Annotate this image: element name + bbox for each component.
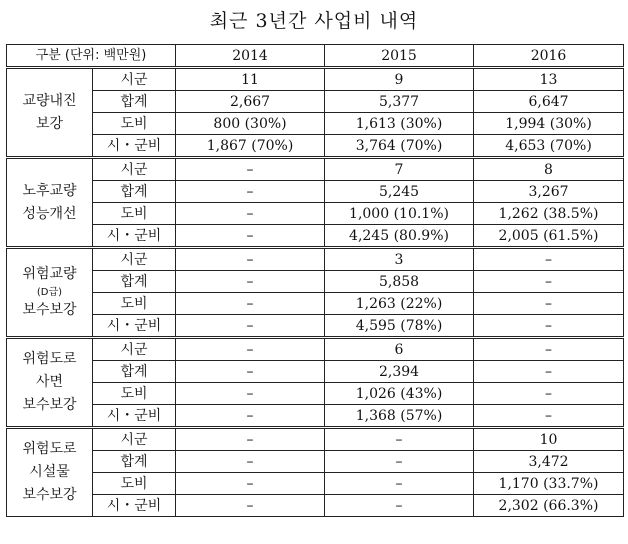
table-row [7, 113, 624, 135]
value-cell: – [176, 338, 325, 361]
value-cell: 1,368 (57%) [325, 405, 474, 428]
value-cell: – [474, 338, 624, 361]
value-cell: – [176, 271, 325, 293]
row-label: 시군 [93, 338, 176, 361]
value-cell: 800 (30%) [176, 113, 325, 135]
category-line: 교량내진 [22, 92, 77, 109]
value-cell: 10 [474, 428, 624, 451]
row-label: 시・군비 [93, 405, 176, 428]
value-cell: – [176, 315, 325, 338]
value-cell: 6,647 [474, 91, 624, 113]
category-line: 보강 [35, 115, 64, 132]
value-cell: – [176, 248, 325, 271]
category-line: 보수보강 [22, 397, 77, 413]
table-row [7, 158, 624, 181]
value-cell: – [176, 383, 325, 405]
header-year-cell: 2014 [176, 45, 325, 68]
row-label: 시・군비 [93, 315, 176, 338]
value-cell: – [474, 293, 624, 315]
header-year-cell: 2016 [474, 45, 624, 68]
category-line: 위험도로 [22, 441, 77, 457]
value-cell: 2,005 (61.5%) [474, 225, 624, 248]
value-cell: – [176, 473, 325, 495]
category-line: 노후교량 [22, 182, 77, 199]
value-cell: 4,653 (70%) [474, 135, 624, 158]
category-line: 보수보강 [22, 302, 77, 318]
value-cell: 5,245 [325, 181, 474, 203]
value-cell: 13 [474, 68, 624, 91]
value-cell: 3 [325, 248, 474, 271]
category-line: 성능개선 [22, 205, 77, 222]
category-line: 사면 [35, 374, 64, 390]
table-row [7, 68, 624, 91]
value-cell: 1,262 (38.5%) [474, 203, 624, 225]
value-cell: 6 [325, 338, 474, 361]
value-cell: 1,994 (30%) [474, 113, 624, 135]
table-row [7, 225, 624, 248]
value-cell: – [176, 405, 325, 428]
header-category-cell: 구분 (단위: 백만원) [7, 45, 176, 68]
value-cell: 1,263 (22%) [325, 293, 474, 315]
category-cell [7, 428, 93, 517]
category-line: 위험도로 [22, 351, 77, 367]
category-line: (D급) [36, 287, 63, 298]
row-label: 시군 [93, 428, 176, 451]
table-row [7, 428, 624, 451]
value-cell: 7 [325, 158, 474, 181]
value-cell: – [176, 451, 325, 473]
table-row [7, 338, 624, 361]
value-cell: 4,245 (80.9%) [325, 225, 474, 248]
category-line: 위험교량 [22, 266, 77, 282]
value-cell: – [176, 203, 325, 225]
value-cell: – [325, 473, 474, 495]
row-label: 시・군비 [93, 495, 176, 517]
table-row [7, 383, 624, 405]
value-cell: 11 [176, 68, 325, 91]
table-row [7, 315, 624, 338]
row-label: 시군 [93, 68, 176, 91]
table-row [7, 405, 624, 428]
table-row [7, 203, 624, 225]
row-label: 도비 [93, 383, 176, 405]
value-cell: – [325, 495, 474, 517]
row-label: 시군 [93, 248, 176, 271]
table-row [7, 135, 624, 158]
row-label: 시・군비 [93, 225, 176, 248]
table-row [7, 293, 624, 315]
value-cell: 4,595 (78%) [325, 315, 474, 338]
row-label: 시・군비 [93, 135, 176, 158]
value-cell: – [176, 428, 325, 451]
value-cell: – [474, 383, 624, 405]
value-cell: – [474, 405, 624, 428]
table-row [7, 181, 624, 203]
value-cell: – [325, 451, 474, 473]
value-cell: 1,170 (33.7%) [474, 473, 624, 495]
category-cell [7, 248, 93, 338]
value-cell: – [474, 315, 624, 338]
row-label: 합계 [93, 181, 176, 203]
row-label: 도비 [93, 473, 176, 495]
value-cell: 1,867 (70%) [176, 135, 325, 158]
value-cell: – [176, 158, 325, 181]
row-label: 도비 [93, 113, 176, 135]
row-label: 합계 [93, 451, 176, 473]
value-cell: 2,302 (66.3%) [474, 495, 624, 517]
table-row [7, 473, 624, 495]
row-label: 도비 [93, 203, 176, 225]
category-line: 시설물 [29, 464, 70, 480]
value-cell: – [474, 271, 624, 293]
table-row [7, 271, 624, 293]
row-label: 합계 [93, 361, 176, 383]
value-cell: – [474, 248, 624, 271]
row-label: 합계 [93, 91, 176, 113]
category-cell [7, 158, 93, 248]
category-cell [7, 338, 93, 428]
value-cell: 8 [474, 158, 624, 181]
value-cell: – [325, 428, 474, 451]
value-cell: 5,858 [325, 271, 474, 293]
header-row [7, 45, 624, 68]
value-cell: 3,472 [474, 451, 624, 473]
table-row [7, 451, 624, 473]
value-cell: 3,764 (70%) [325, 135, 474, 158]
table-body [7, 68, 624, 517]
value-cell: 1,000 (10.1%) [325, 203, 474, 225]
row-label: 도비 [93, 293, 176, 315]
category-cell [7, 68, 93, 158]
value-cell: 5,377 [325, 91, 474, 113]
value-cell: – [176, 181, 325, 203]
value-cell: – [176, 293, 325, 315]
value-cell: 9 [325, 68, 474, 91]
value-cell: – [176, 361, 325, 383]
budget-table [6, 44, 624, 517]
row-label: 합계 [93, 271, 176, 293]
page-title: 최근 3년간 사업비 내역 [209, 10, 419, 32]
table-row [7, 91, 624, 113]
header-year-cell: 2015 [325, 45, 474, 68]
row-label: 시군 [93, 158, 176, 181]
value-cell: – [176, 495, 325, 517]
value-cell: 2,394 [325, 361, 474, 383]
category-line: 보수보강 [22, 487, 77, 503]
table-row [7, 248, 624, 271]
table-row [7, 495, 624, 517]
value-cell: 3,267 [474, 181, 624, 203]
value-cell: 1,026 (43%) [325, 383, 474, 405]
table-row [7, 361, 624, 383]
value-cell: 1,613 (30%) [325, 113, 474, 135]
value-cell: 2,667 [176, 91, 325, 113]
value-cell: – [474, 361, 624, 383]
value-cell: – [176, 225, 325, 248]
